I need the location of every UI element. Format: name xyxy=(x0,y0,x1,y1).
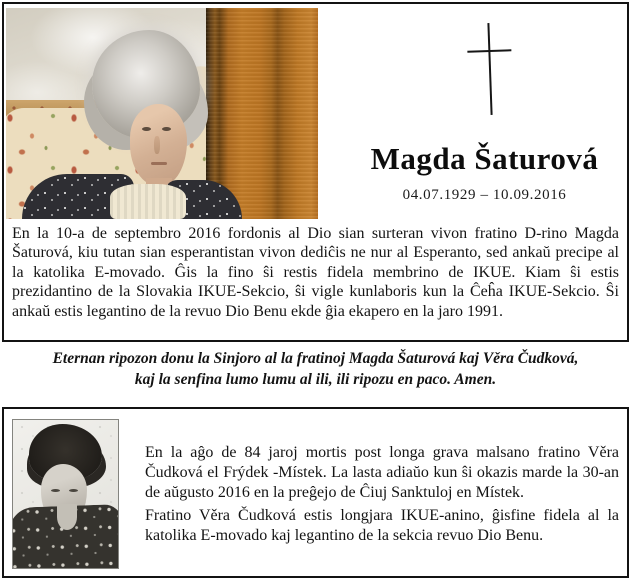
deceased-name: Magda Šaturová xyxy=(370,141,599,176)
obituary-card-magda xyxy=(2,2,629,342)
mouth xyxy=(151,162,167,165)
ruffled-collar xyxy=(110,184,186,219)
obituary-card-vera xyxy=(2,407,629,578)
right-eye xyxy=(162,127,171,131)
vera-obituary-text xyxy=(145,443,619,546)
cross-vertical-bar xyxy=(487,23,492,115)
chest xyxy=(57,504,77,530)
prayer-line-1: Eternan ripozon donu la Sinjoro al la fratinoj Magda Šaturová kaj Věra Čudková, xyxy=(52,350,579,367)
right-eye xyxy=(69,489,78,492)
obituary-text: En la 10-a de septembro 2016 fordonis al Dio sian surteran vivon fratino D-rino Magda Šaturová, kiu tutan sian esperantistan vivon dediĉis ne nur al Esperanto, sed ankaŭ precipe al la katolika E-movado. Ĝis la fino ŝi restis fidela membrino de IKUE. Kiam ŝi estis prezidantino de la Slovakia IKUE-Sekcio, ŝi vigle kunlaboris kun la Ĉeĥa IKUE-Sekcio. Ŝi ankaŭ estis legantino de la revuo Dio Benu ekde ĝia ekapero en la jaro 1991. xyxy=(12,225,619,320)
prayer-line-2: kaj la senfina lumo lumu al ili, ili ripozu en paco. Amen. xyxy=(134,370,497,388)
vera-paragraph-1: En la aĝo de 84 jaroj mortis post longa grava malsano fratino Věra Čudková el Frýdek -Místek. La lasta adiaŭo kun ŝi okazis marde la 30-an de aŭgusto 2016 en la preĝejo de Ĉiuj Sanktuloj en Místek. xyxy=(145,444,619,501)
cross-icon xyxy=(464,22,515,116)
memorial-header xyxy=(320,8,627,219)
vera-paragraph-2: Fratino Věra Čudková estis longjara IKUE-anino, ĝisfine fidela al la katolika E-movado kaj legantino de la sekcia revuo Dio Benu. xyxy=(145,507,619,544)
left-eye xyxy=(51,489,60,492)
photo-magda-saturova xyxy=(6,8,318,219)
prayer-text xyxy=(0,349,631,390)
left-eye xyxy=(142,127,151,131)
life-dates: 04.07.1929 – 10.09.2016 xyxy=(402,187,567,203)
nose xyxy=(154,136,160,154)
photo-vera-cudkova xyxy=(12,419,119,569)
